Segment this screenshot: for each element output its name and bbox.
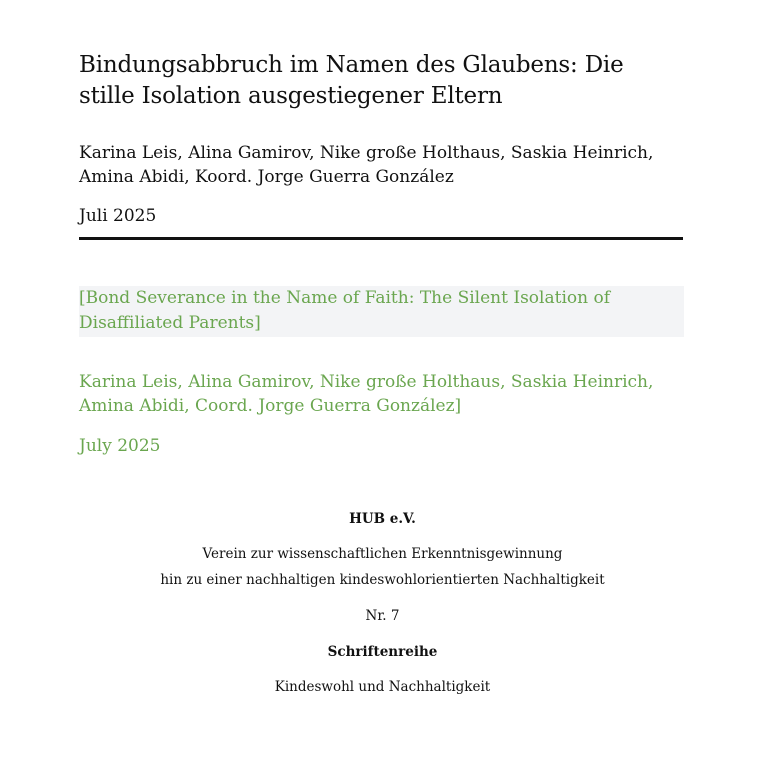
document-title: Bindungsabbruch im Namen des Glaubens: Die stille Isolation ausgestiegener Eltern [79,52,624,109]
publisher-name: HUB e.V. [349,511,416,527]
title-divider [79,237,683,240]
publisher-description-line2: hin zu einer nachhaltigen kindeswohlorientierten Nachhaltigkeit [160,572,605,588]
series-label: Schriftenreihe [327,644,438,660]
translated-date: July 2025 [79,436,161,456]
document-date: Juli 2025 [79,206,157,226]
translated-title: [Bond Severance in the Name of Faith: The Silent Isolation of Disaffiliated Parents] [79,286,684,337]
publisher-description-line1: Verein zur wissenschaftlichen Erkenntnisgewinnung [202,546,563,562]
document-authors: Karina Leis, Alina Gamirov, Nike große Holthaus, Saskia Heinrich, Amina Abidi, Koord. Jorge Guerra González [79,143,654,187]
issue-number: Nr. 7 [365,608,400,624]
series-name: Kindeswohl und Nachhaltigkeit [274,679,491,695]
translated-authors: Karina Leis, Alina Gamirov, Nike große Holthaus, Saskia Heinrich, Amina Abidi, Coord. Jorge Guerra González] [79,372,654,416]
